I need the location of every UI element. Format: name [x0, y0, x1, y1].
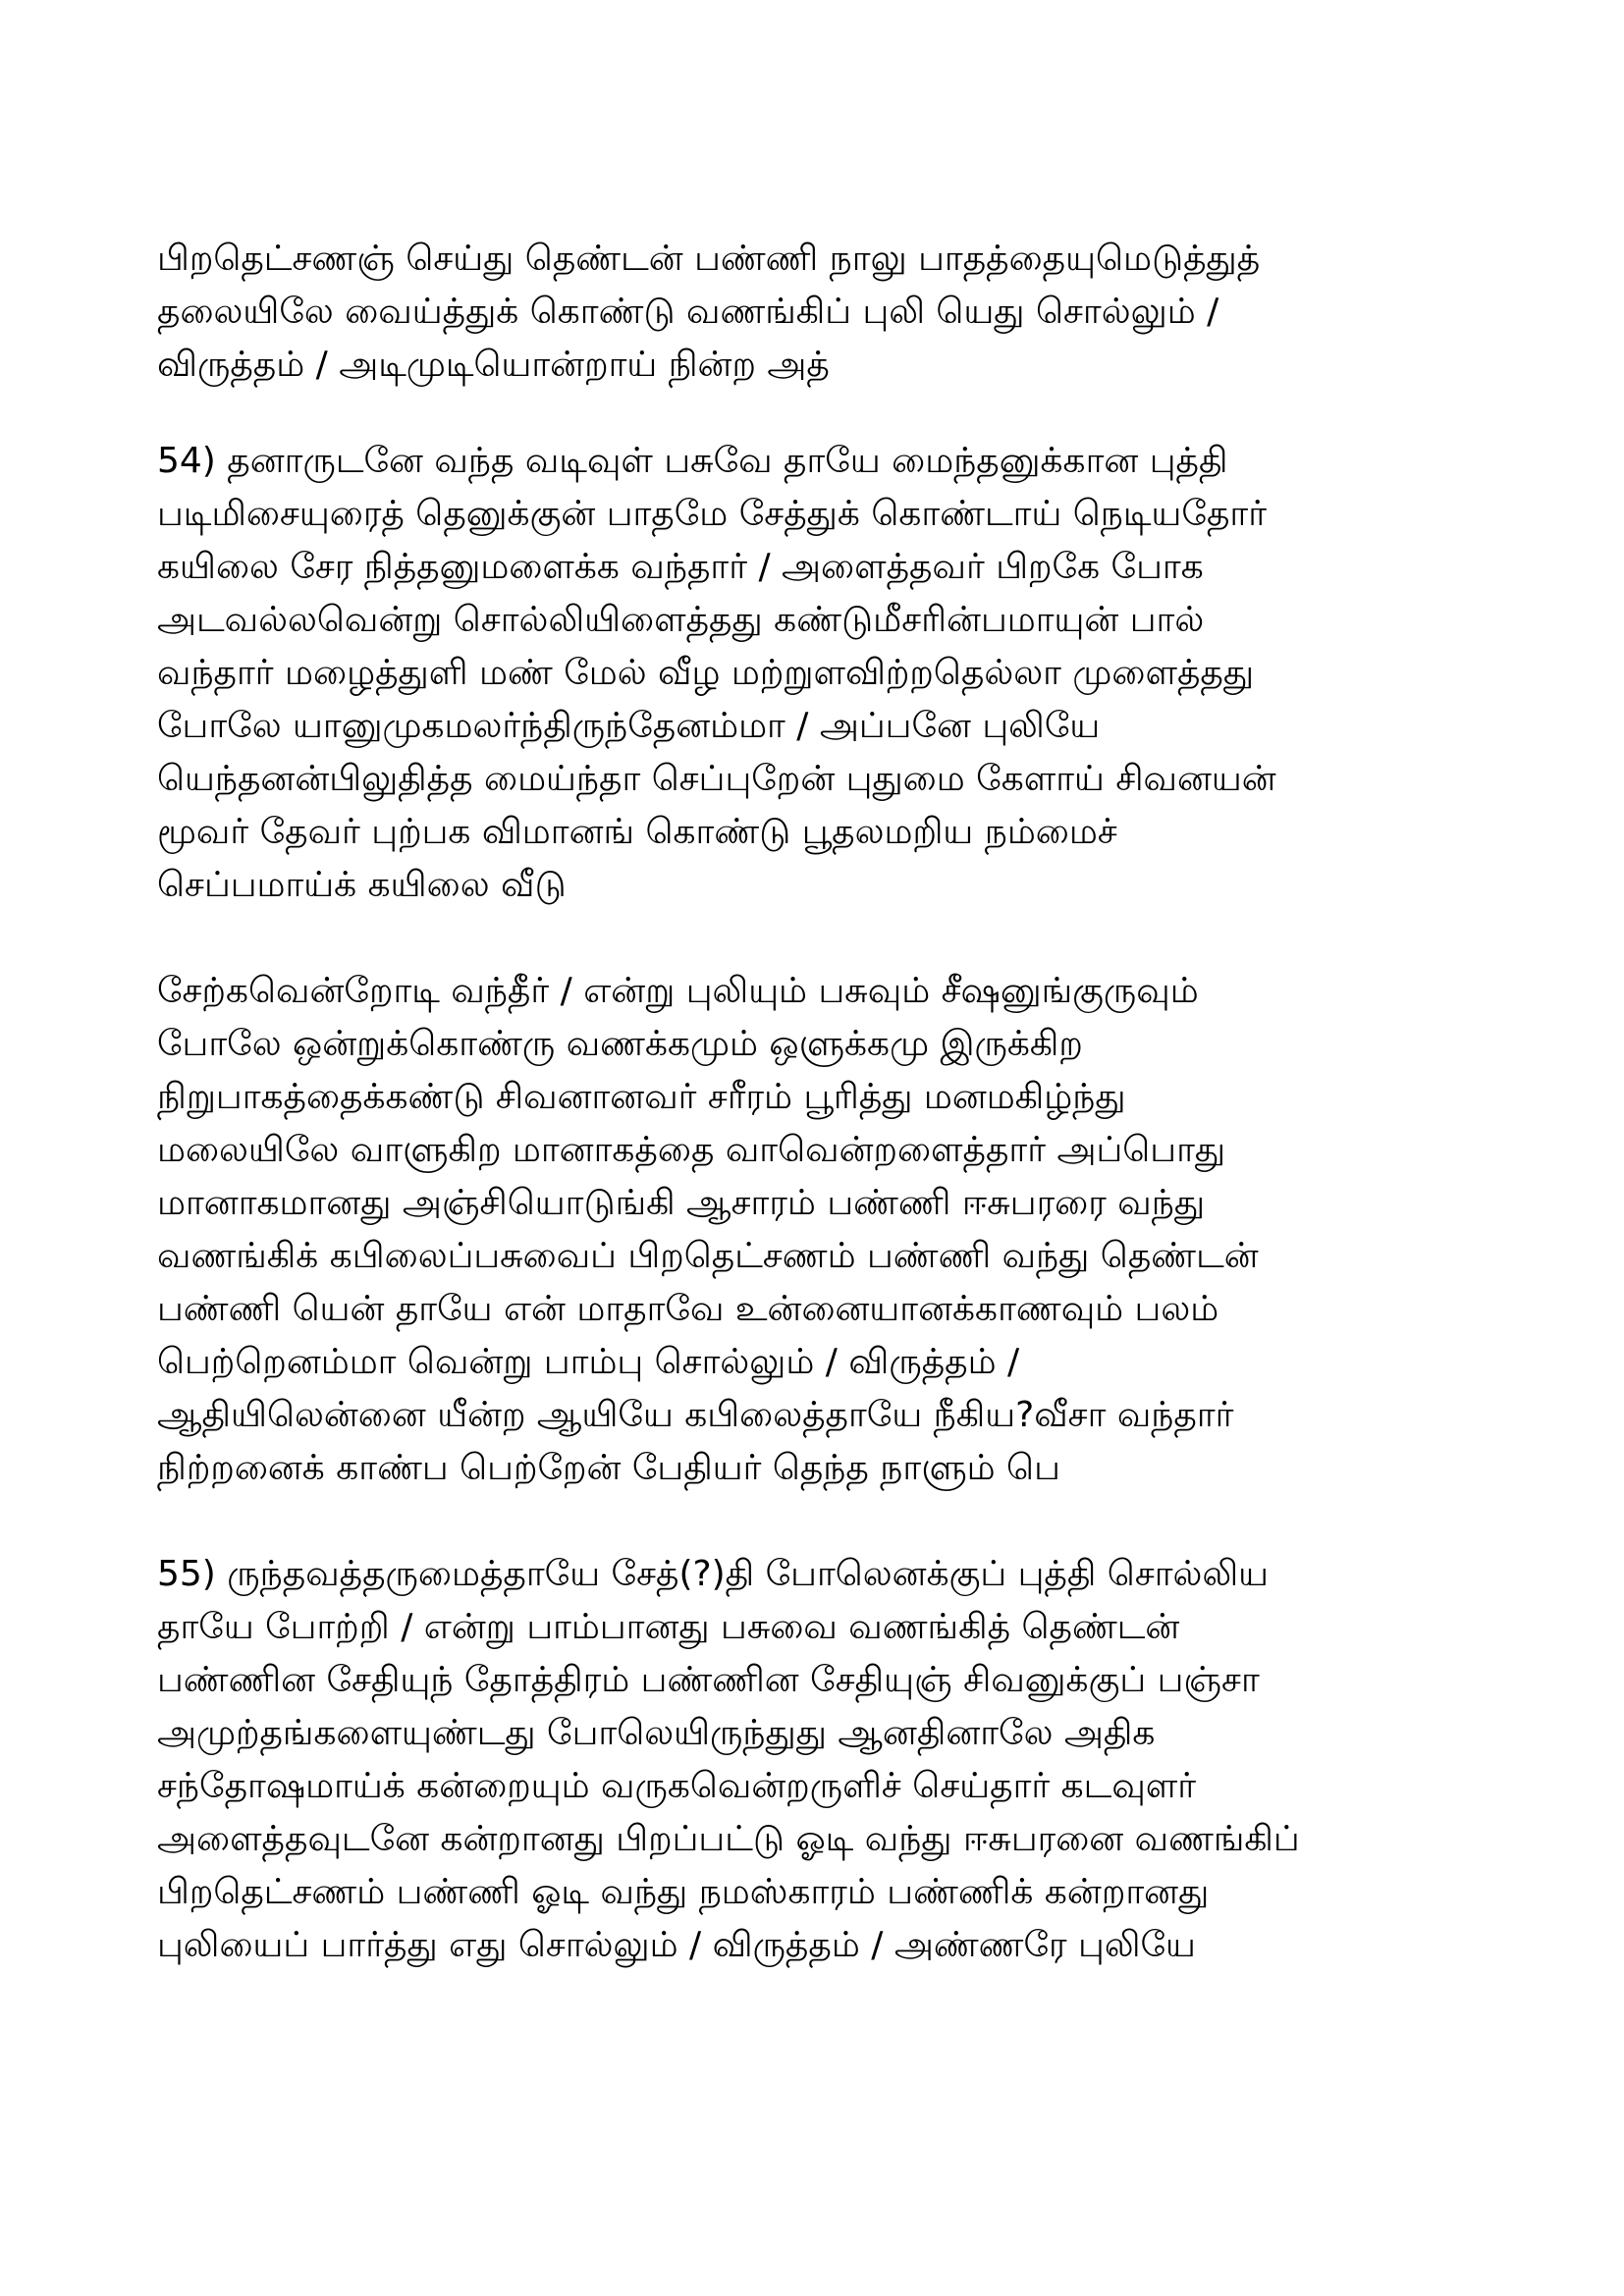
text-line: மூவர் தேவர் புற்பக விமானங் கொண்டு பூதலமறிய நம்மைச்: [157, 812, 1117, 852]
text-line: அடவல்லவென்று சொல்லியிளைத்தது கண்டுமீசரின்பமாயுன் பால்: [157, 600, 1205, 640]
text-line: சந்தோஷமாய்க் கன்றையும் வருகவென்றருளிச் செய்தார் கடவுளர்: [157, 1766, 1197, 1806]
text-line: மலையிலே வாளுகிற மானாகத்தை வாவென்றளைத்தார் அப்பொது: [157, 1130, 1226, 1170]
text-line: படிமிசையுரைத் தெனுக்குன் பாதமே சேத்துக் கொண்டாய் நெடியதோர்: [157, 494, 1268, 534]
text-line: கயிலை சேர நித்தனுமளைக்க வந்தார் / அளைத்தவர் பிறகே போக: [157, 547, 1204, 587]
text-line: புலியைப் பார்த்து எது சொல்லும் / விருத்தம் / அண்ணரே புலியே: [157, 1925, 1196, 1965]
text-line: நிற்றனைக் காண்ப பெற்றேன் பேதியர் தெந்த நாளும் பெ: [157, 1448, 1060, 1488]
paragraph-1: [157, 233, 1512, 392]
text-line: தலையிலே வைய்த்துக் கொண்டு வணங்கிப் புலி யெது சொல்லும் /: [157, 292, 1219, 332]
text-line: பண்ணின சேதியுந் தோத்திரம் பண்ணின சேதியுஞ் சிவனுக்குப் பஞ்சா: [157, 1660, 1260, 1700]
text-line: ஆதியிலென்னை யீன்ற ஆயியே கபிலைத்தாயே நீகிய?வீசா வந்தார்: [157, 1395, 1234, 1435]
text-line: சேற்கவென்றோடி வந்தீர் / என்று புலியும் பசுவும் சீஷனுங்குருவும்: [157, 971, 1199, 1011]
text-line: வந்தார் மழைத்துளி மண் மேல் வீழ மற்றுளவிற்றதெல்லா முளைத்தது: [157, 653, 1255, 693]
text-line: யெந்தனன்பிலுதித்த மைய்ந்தா செப்புறேன் புதுமை கேளாய் சிவனயன்: [157, 759, 1276, 799]
text-line: வணங்கிக் கபிலைப்பசுவைப் பிறதெட்சணம் பண்ணி வந்து தெண்டன்: [157, 1236, 1259, 1276]
text-line: மானாகமானது அஞ்சியொடுங்கி ஆசாரம் பண்ணி ஈசுபரரை வந்து: [157, 1183, 1206, 1223]
text-line: 55) ருந்தவத்தருமைத்தாயே சேத்(?)தி போலெனக்குப் புத்தி சொல்லிய: [157, 1554, 1269, 1594]
text-line: செப்பமாய்க் கயிலை வீடு: [157, 865, 567, 905]
text-line: நிறுபாகத்தைக்கண்டு சிவனானவர் சரீரம் பூரித்து மனமகிழ்ந்து: [157, 1077, 1126, 1117]
paragraph-3: [157, 965, 1512, 1495]
text-line: 54) தனாருடனே வந்த வடிவுள் பசுவே தாயே மைந்தனுக்கான புத்தி: [157, 441, 1228, 481]
text-line: போலே ஒன்றுக்கொண்ரு வணக்கமும் ஒளுக்கமு இருக்கிற: [157, 1024, 1083, 1064]
paragraph-55: [157, 1548, 1512, 1972]
text-line: பிறதெட்சணஞ் செய்து தெண்டன் பண்ணி நாலு பாதத்தையுமெடுத்துத்: [157, 239, 1261, 279]
paragraph-54: [157, 435, 1512, 912]
text-line: போலே யானுமுகமலர்ந்திருந்தேனம்மா / அப்பனே புலியே: [157, 706, 1101, 746]
text-line: பெற்றெனம்மா வென்று பாம்பு சொல்லும் / விருத்தம் /: [157, 1342, 1020, 1382]
text-line: பண்ணி யென் தாயே என் மாதாவே உன்னையானக்காணவும் பலம்: [157, 1289, 1219, 1329]
text-line: பிறதெட்சணம் பண்ணி ஓடி வந்து நமஸ்காரம் பண்ணிக் கன்றானது: [157, 1872, 1210, 1912]
text-line: விருத்தம் / அடிமுடியொன்றாய் நின்ற அத்: [157, 345, 830, 385]
text-line: அமுற்தங்களையுண்டது போலெயிருந்துது ஆனதினாலே அதிக: [157, 1713, 1156, 1753]
text-line: அளைத்தவுடனே கன்றானது பிறப்பட்டு ஓடி வந்து ஈசுபரனை வணங்கிப்: [157, 1819, 1300, 1859]
text-line: தாயே போற்றி / என்று பாம்பானது பசுவை வணங்கித் தெண்டன்: [157, 1607, 1180, 1647]
